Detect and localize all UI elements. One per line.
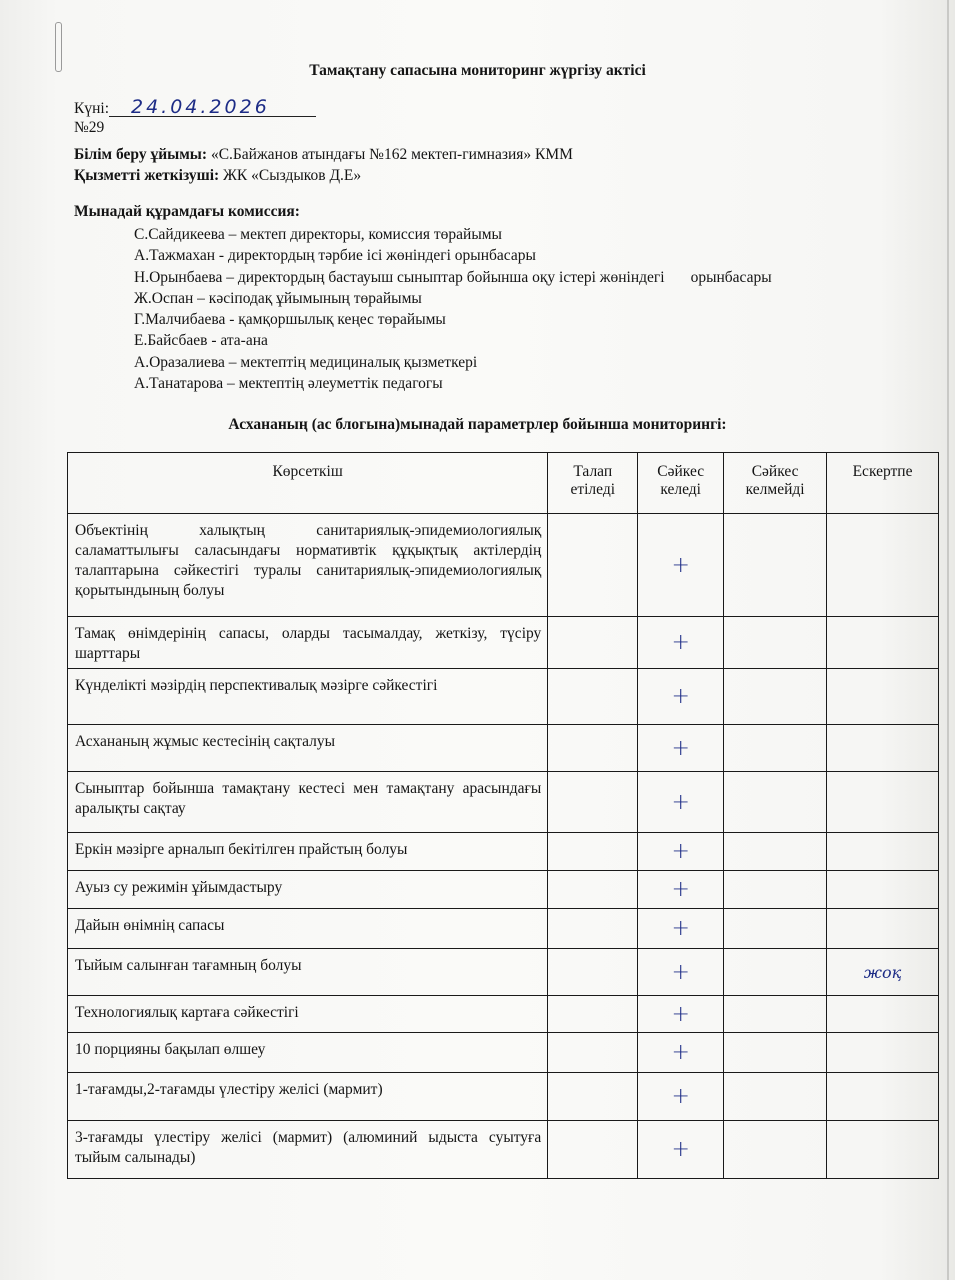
- note-cell: [827, 1121, 939, 1179]
- commission-members: [134, 224, 772, 394]
- date-line: [74, 98, 316, 118]
- complies-mark: +: [638, 1121, 724, 1179]
- note-cell: [827, 1033, 939, 1073]
- complies-mark: +: [638, 669, 724, 725]
- complies-mark: +: [638, 1033, 724, 1073]
- complies-mark: +: [638, 772, 724, 833]
- table-row: [68, 949, 939, 996]
- not-complies-cell: [724, 833, 827, 871]
- note-cell: [827, 725, 939, 772]
- member-2: А.Тажмахан - директордың тәрбие ісі жөніндегі орынбасары: [134, 247, 536, 265]
- required-cell: [548, 833, 638, 871]
- note-cell: [827, 514, 939, 617]
- header-complies: Сәйкес келеді: [638, 453, 724, 514]
- member-7: А.Оразалиева – мектептің медициналық қызметкері: [134, 353, 478, 371]
- note-cell: [827, 772, 939, 833]
- member-8: А.Танатарова – мектептің әлеуметтік педагогы: [134, 375, 443, 393]
- act-number: №29: [74, 119, 105, 136]
- required-cell: [548, 669, 638, 725]
- note-cell: [827, 909, 939, 949]
- not-complies-cell: [724, 1121, 827, 1179]
- complies-mark: +: [638, 617, 724, 669]
- required-cell: [548, 871, 638, 909]
- header-indicator: Көрсеткіш: [68, 453, 548, 514]
- date-label: Күні:: [74, 100, 109, 117]
- member-3: [134, 267, 772, 288]
- note-cell: [827, 617, 939, 669]
- indicator-cell: Объектінің халықтың санитариялық-эпидемиологиялық саламаттылығы саласындағы нормативтік құқықтық актілердің талаптарына сәйкестігі туралы санитариялық-эпидемиологиялық қорытындының болуы: [68, 514, 548, 617]
- monitoring-table: [67, 452, 939, 1179]
- complies-mark: +: [638, 725, 724, 772]
- note-cell: [827, 871, 939, 909]
- complies-mark: +: [638, 996, 724, 1033]
- org-value: «С.Байжанов атындағы №162 мектеп-гимназия» КММ: [210, 146, 573, 163]
- document-title: Тамақтану сапасына мониторинг жүргізу актісі: [309, 62, 646, 79]
- note-cell: [827, 996, 939, 1033]
- required-cell: [548, 772, 638, 833]
- not-complies-cell: [724, 1033, 827, 1073]
- table-row: [68, 1121, 939, 1179]
- indicator-cell: Тамақ өнімдерінің сапасы, оларды тасымалдау, жеткізу, түсіру шарттары: [68, 617, 548, 669]
- not-complies-cell: [724, 909, 827, 949]
- indicator-cell: Тыйым салынған тағамның болуы: [68, 949, 548, 996]
- complies-mark: +: [638, 1073, 724, 1121]
- page-edge: [947, 0, 949, 1280]
- table-row: [68, 772, 939, 833]
- required-cell: [548, 949, 638, 996]
- complies-mark: +: [638, 909, 724, 949]
- table-header-row: [68, 453, 939, 514]
- note-cell: [827, 833, 939, 871]
- required-cell: [548, 725, 638, 772]
- indicator-cell: Асхананың жұмыс кестесінің сақталуы: [68, 725, 548, 772]
- header-required: Талап етіледі: [548, 453, 638, 514]
- note-cell: [827, 669, 939, 725]
- required-cell: [548, 1121, 638, 1179]
- table-row: [68, 871, 939, 909]
- commission-label: Мынадай құрамдағы комиссия:: [74, 203, 300, 220]
- indicator-cell: Сыныптар бойынша тамақтану кестесі мен тамақтану арасындағы аралықты сақтау: [68, 772, 548, 833]
- required-cell: [548, 1033, 638, 1073]
- table-row: [68, 1033, 939, 1073]
- provider-line: [74, 167, 361, 185]
- complies-mark: +: [638, 514, 724, 617]
- org-label: Білім беру ұйымы:: [74, 146, 208, 163]
- indicator-cell: Дайын өнімнің сапасы: [68, 909, 548, 949]
- required-cell: [548, 996, 638, 1033]
- not-complies-cell: [724, 1073, 827, 1121]
- indicator-cell: Еркін мәзірге арналып бекітілген прайстың болуы: [68, 833, 548, 871]
- date-handwritten: 24.04.2026: [109, 98, 316, 117]
- table-row: [68, 833, 939, 871]
- header-not-complies: Сәйкес келмейді: [724, 453, 827, 514]
- not-complies-cell: [724, 725, 827, 772]
- not-complies-cell: [724, 772, 827, 833]
- header-note: Ескертпе: [827, 453, 939, 514]
- org-line: [74, 146, 573, 164]
- not-complies-cell: [724, 996, 827, 1033]
- member-3-tail: орынбасары: [690, 268, 772, 286]
- complies-mark: +: [638, 949, 724, 996]
- required-cell: [548, 617, 638, 669]
- table-row: [68, 725, 939, 772]
- section-subtitle: Асхананың (ас блогына)мынадай параметрлер бойынша мониторингі:: [228, 416, 727, 433]
- provider-value: ЖК «Сыздыков Д.Е»: [223, 167, 362, 184]
- member-6: Е.Байсбаев - ата-ана: [134, 332, 268, 350]
- not-complies-cell: [724, 617, 827, 669]
- table-row: [68, 1073, 939, 1121]
- complies-mark: +: [638, 833, 724, 871]
- complies-mark: +: [638, 871, 724, 909]
- provider-label: Қызметті жеткізуші:: [74, 167, 220, 184]
- required-cell: [548, 514, 638, 617]
- indicator-cell: 1-тағамды,2-тағамды үлестіру желісі (мармит): [68, 1073, 548, 1121]
- not-complies-cell: [724, 514, 827, 617]
- member-5: Г.Малчибаева - қамқоршылық кеңес төрайымы: [134, 311, 446, 329]
- table-row: [68, 514, 939, 617]
- table-row: [68, 996, 939, 1033]
- indicator-cell: Күнделікті мәзірдің перспективалық мәзірге сәйкестігі: [68, 669, 548, 725]
- indicator-cell: Ауыз су режимін ұйымдастыру: [68, 871, 548, 909]
- member-3-text: Н.Орынбаева – директордың бастауыш сыныптар бойынша оқу істері жөніндегі: [134, 268, 665, 286]
- member-4: Ж.Оспан – кәсіподақ ұйымының төрайымы: [134, 289, 422, 307]
- note-handwritten: жоқ: [827, 949, 939, 996]
- table-row: [68, 617, 939, 669]
- required-cell: [548, 1073, 638, 1121]
- required-cell: [548, 909, 638, 949]
- indicator-cell: 3-тағамды үлестіру желісі (мармит) (алюминий ыдыста суытуға тыйым салынады): [68, 1121, 548, 1179]
- table-row: [68, 909, 939, 949]
- table-row: [68, 669, 939, 725]
- indicator-cell: 10 порцияны бақылап өлшеу: [68, 1033, 548, 1073]
- not-complies-cell: [724, 871, 827, 909]
- indicator-cell: Технологиялық картаға сәйкестігі: [68, 996, 548, 1033]
- not-complies-cell: [724, 949, 827, 996]
- note-cell: [827, 1073, 939, 1121]
- not-complies-cell: [724, 669, 827, 725]
- member-1: С.Сайдикеева – мектеп директоры, комиссия төрайымы: [134, 226, 502, 243]
